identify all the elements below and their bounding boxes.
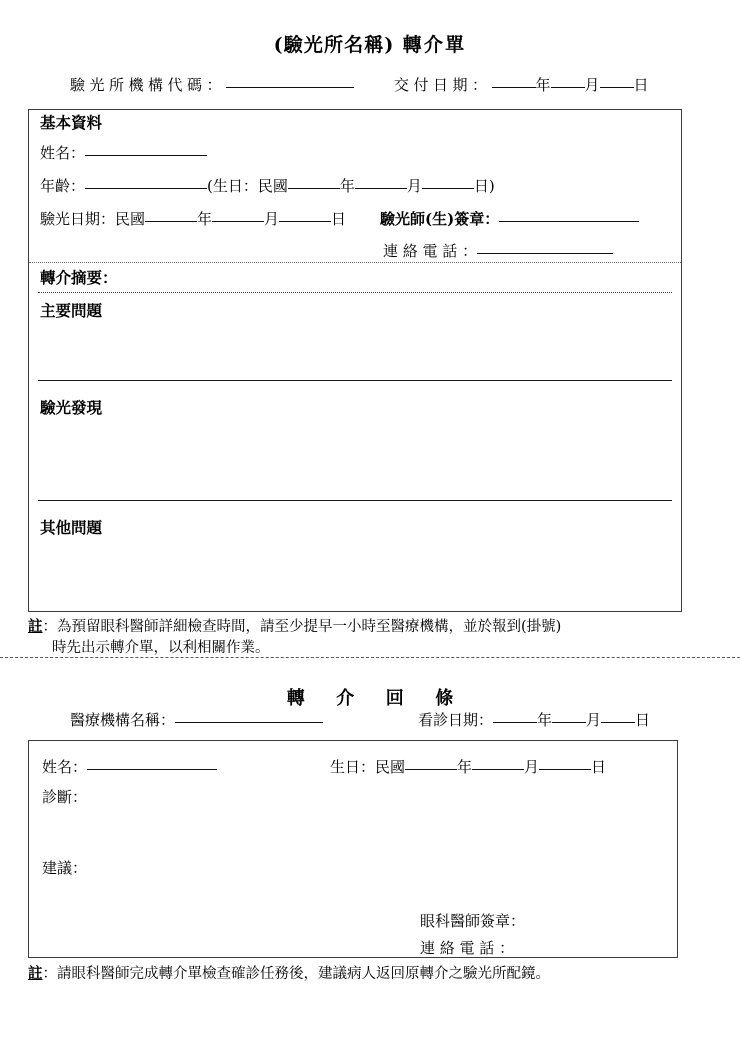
reply-birth-day-blank[interactable] — [539, 769, 591, 770]
hospital-name-blank[interactable] — [175, 722, 323, 723]
exam-day-blank[interactable] — [279, 221, 331, 222]
org-code-label: 驗光所機構代碼： — [70, 76, 227, 94]
name-blank[interactable] — [85, 155, 207, 156]
title-main: 轉介單 — [402, 34, 467, 56]
visit-month-blank[interactable] — [552, 722, 586, 723]
age-birth-field[interactable] — [40, 179, 495, 194]
reply-birth-month-unit: 月 — [524, 758, 540, 776]
contact-phone-label: 連 絡 電 話 ： — [383, 242, 478, 260]
main-problem-heading: 主要問題 — [40, 301, 103, 320]
reply-contact-phone-label: 連 絡 電 話 ： — [420, 939, 515, 957]
reply-name-blank[interactable] — [87, 769, 217, 770]
note-top-line2: 時先出示轉介單，以利相關作業。 — [52, 640, 270, 656]
birth-prefix: (生日：民國 — [207, 177, 288, 195]
age-blank[interactable] — [85, 188, 207, 189]
other-problems-heading: 其他問題 — [40, 518, 103, 537]
birth-day-suffix: 日) — [473, 177, 495, 195]
delivery-date-label: 交付日期： — [394, 76, 492, 94]
basic-info-heading: 基本資料 — [40, 113, 103, 132]
page-title — [0, 30, 740, 57]
optometry-findings-rule — [38, 500, 672, 501]
visit-day-unit: 日 — [635, 711, 651, 729]
hospital-name-label: 醫療機構名稱： — [70, 711, 176, 729]
name-label: 姓名： — [40, 144, 86, 162]
org-code-field[interactable] — [70, 78, 354, 93]
birth-month-unit: 月 — [406, 177, 422, 195]
reply-name-label: 姓名： — [42, 758, 88, 776]
exam-date-label: 驗光日期：民國 — [40, 210, 146, 228]
reply-slip-title: 轉 介 回 條 — [286, 688, 466, 709]
exam-month-blank[interactable] — [212, 221, 264, 222]
birth-year-unit: 年 — [339, 177, 355, 195]
note-top — [28, 616, 728, 659]
optometrist-signature-field[interactable] — [380, 212, 639, 227]
note-bottom-prefix: 註 — [28, 965, 43, 982]
delivery-month-unit: 月 — [584, 76, 600, 94]
referral-summary-dotted-rule — [38, 292, 672, 293]
exam-year-blank[interactable] — [145, 221, 197, 222]
reply-birth-field[interactable] — [330, 760, 606, 775]
suggestion-label: 建議： — [42, 859, 88, 877]
note-bottom-colon: ： — [42, 966, 57, 982]
note-bottom — [28, 963, 728, 985]
hospital-name-field[interactable] — [70, 713, 323, 728]
basic-info-divider — [29, 262, 681, 263]
diagnosis-label: 診斷： — [42, 788, 88, 806]
exam-date-field[interactable] — [40, 212, 346, 227]
delivery-year-blank[interactable] — [492, 87, 536, 88]
contact-phone-blank[interactable] — [477, 253, 613, 254]
reply-birth-month-blank[interactable] — [472, 769, 524, 770]
delivery-date-field[interactable] — [394, 78, 649, 93]
birth-year-blank[interactable] — [288, 188, 340, 189]
exam-day-unit: 日 — [331, 210, 347, 228]
optometrist-signature-label: 驗光師(生)簽章： — [380, 210, 500, 228]
visit-year-unit: 年 — [537, 711, 553, 729]
visit-date-label: 看診日期： — [418, 711, 494, 729]
age-label: 年齡： — [40, 177, 86, 195]
birth-month-blank[interactable] — [355, 188, 407, 189]
form-separator-dashed — [0, 657, 740, 658]
reply-birth-label: 生日：民國 — [330, 758, 406, 776]
delivery-month-blank[interactable] — [551, 87, 585, 88]
exam-month-unit: 月 — [264, 210, 280, 228]
reply-birth-day-unit: 日 — [591, 758, 607, 776]
note-top-line1: 為預留眼科醫師詳細檢查時間，請至少提早一小時至醫療機構，並於報到(掛號) — [57, 619, 562, 635]
delivery-day-unit: 日 — [633, 76, 649, 94]
note-top-colon: ： — [42, 619, 57, 635]
doctor-signature-label: 眼科醫師簽章： — [420, 912, 526, 930]
birth-day-blank[interactable] — [422, 188, 474, 189]
delivery-year-unit: 年 — [535, 76, 551, 94]
note-bottom-line1: 請眼科醫師完成轉介單檢查確診任務後，建議病人返回原轉介之驗光所配鏡。 — [57, 966, 550, 982]
visit-date-field[interactable] — [418, 713, 650, 728]
exam-year-unit: 年 — [197, 210, 213, 228]
visit-year-blank[interactable] — [493, 722, 537, 723]
visit-day-blank[interactable] — [601, 722, 635, 723]
reply-birth-year-blank[interactable] — [405, 769, 457, 770]
optometry-findings-heading: 驗光發現 — [40, 398, 103, 417]
name-field[interactable] — [40, 146, 207, 161]
optometrist-signature-blank[interactable] — [499, 221, 639, 222]
title-org-placeholder: (驗光所名稱) — [273, 34, 395, 56]
contact-phone-field[interactable] — [383, 244, 613, 259]
reply-birth-year-unit: 年 — [457, 758, 473, 776]
visit-month-unit: 月 — [586, 711, 602, 729]
org-code-blank[interactable] — [226, 87, 354, 88]
main-problem-rule — [38, 380, 672, 381]
delivery-day-blank[interactable] — [600, 87, 634, 88]
referral-summary-heading: 轉介摘要： — [40, 268, 118, 287]
reply-name-field[interactable] — [42, 760, 217, 775]
note-top-prefix: 註 — [28, 618, 43, 635]
